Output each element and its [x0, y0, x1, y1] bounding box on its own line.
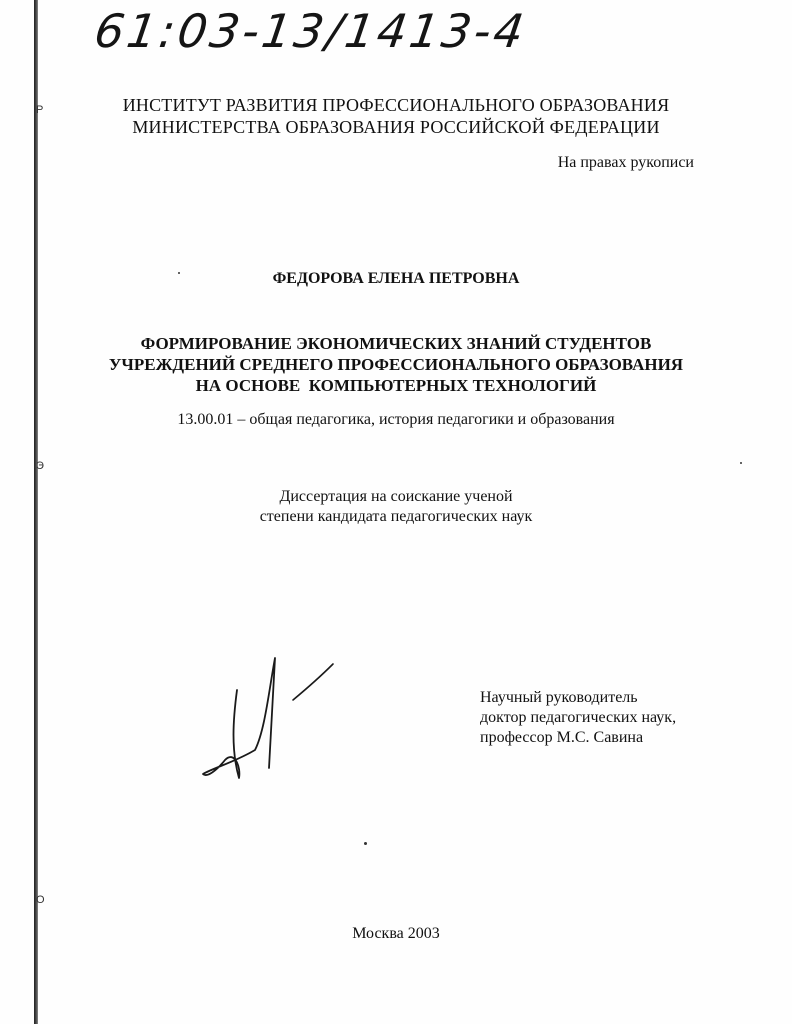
specialty-code: 13.00.01 – общая педагогика, история педагогики и образования	[177, 411, 615, 428]
institute-header	[0, 94, 792, 138]
degree-line: Диссертация на соискание ученой	[279, 488, 513, 505]
manuscript-rights-note: На правах рукописи	[557, 154, 694, 171]
scan-speck	[178, 272, 180, 274]
ministry-line: МИНИСТЕРСТВА ОБРАЗОВАНИЯ РОССИЙСКОЙ ФЕДЕРАЦИИ	[132, 117, 660, 137]
title-line: УЧРЕЖДЕНИЙ СРЕДНЕГО ПРОФЕССИОНАЛЬНОГО ОБРАЗОВАНИЯ	[108, 355, 684, 374]
institute-line: ИНСТИТУТ РАЗВИТИЯ ПРОФЕССИОНАЛЬНОГО ОБРАЗОВАНИЯ	[122, 95, 670, 115]
supervisor-line: доктор педагогических наук,	[480, 709, 677, 726]
dissertation-title	[0, 333, 792, 396]
title-line: НА ОСНОВЕ КОМПЬЮТЕРНЫХ ТЕХНОЛОГИЙ	[195, 376, 597, 395]
edge-mark: Э	[36, 460, 44, 472]
author-name: ФЕДОРОВА ЕЛЕНА ПЕТРОВНА	[272, 270, 520, 287]
scan-speck	[740, 462, 742, 464]
degree-statement	[0, 487, 792, 527]
scan-speck	[364, 842, 367, 845]
edge-mark: Р	[36, 104, 44, 116]
city-and-year: Москва 2003	[352, 925, 440, 942]
author-signature	[195, 650, 345, 790]
edge-mark: О	[36, 894, 45, 906]
handwritten-archive-number: 61:03-13/1413-4	[91, 4, 530, 58]
scientific-supervisor	[480, 688, 676, 748]
supervisor-line: Научный руководитель	[480, 689, 638, 706]
degree-line: степени кандидата педагогических наук	[259, 508, 533, 525]
title-line: ФОРМИРОВАНИЕ ЭКОНОМИЧЕСКИХ ЗНАНИЙ СТУДЕНТОВ	[140, 334, 652, 353]
supervisor-line: профессор М.С. Савина	[480, 729, 644, 746]
